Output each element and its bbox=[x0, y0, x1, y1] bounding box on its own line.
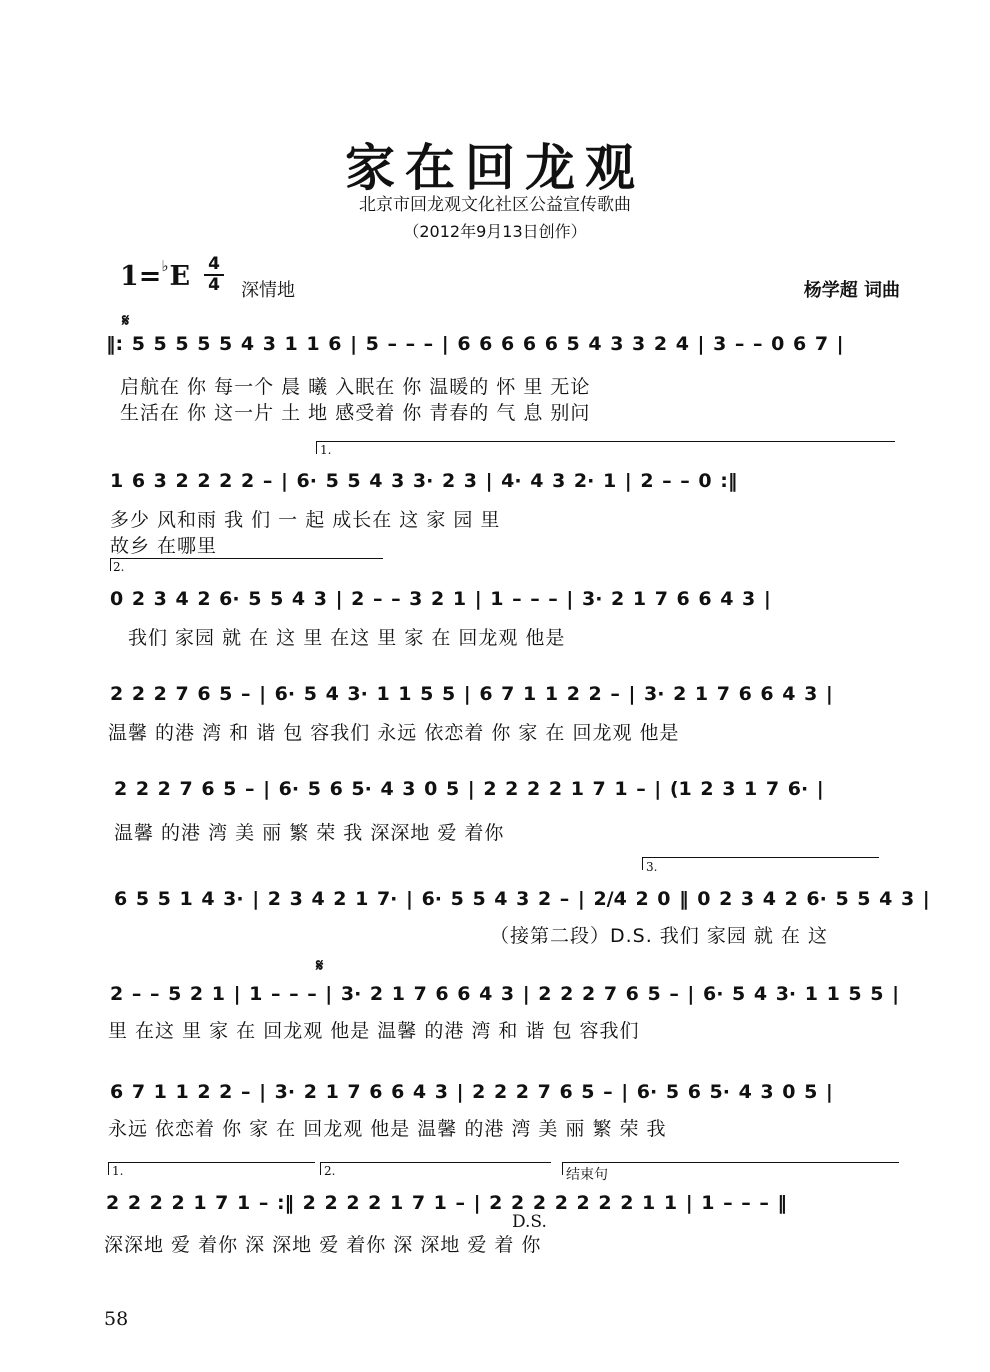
flat-sign: ♭ bbox=[161, 257, 169, 275]
notation-row: 6 7 1 1 2 2 – | 3· 2 1 7 6 6 4 3 | 2 2 2 7 6 5 – | 6· 5 6 5· 4 3 0 5 | bbox=[110, 1081, 833, 1103]
key-letter: E bbox=[169, 261, 191, 292]
ending-label: 结束句 bbox=[566, 1167, 608, 1183]
lyric-line: 里 在这 里 家 在 回龙观 他是 温馨 的港 湾 和 谐 包 容我们 bbox=[108, 1020, 640, 1042]
author-credit: 杨学超 词曲 bbox=[803, 280, 900, 301]
volta-bracket bbox=[316, 441, 895, 454]
coda-bracket bbox=[562, 1162, 899, 1175]
lyric-line: 深深地 爱 着你 深 深地 爱 着你 深 深地 爱 着 你 bbox=[104, 1234, 542, 1256]
song-title: 家在回龙观 bbox=[345, 139, 645, 197]
lyric-line: （接第二段）D.S. 我们 家园 就 在 这 bbox=[490, 925, 828, 947]
volta-bracket bbox=[320, 1162, 551, 1175]
song-subtitle: 北京市回龙观文化社区公益宣传歌曲 bbox=[359, 195, 631, 215]
notation-row: 2 2 2 7 6 5 – | 6· 5 4 3· 1 1 5 5 | 6 7 1 1 2 2 – | 3· 2 1 7 6 6 4 3 | bbox=[110, 683, 833, 705]
lyric-line: 多少 风和雨 我 们 一 起 成长在 这 家 园 里 bbox=[110, 509, 501, 531]
notation-row: 1 6 3 2 2 2 2 – | 6· 5 5 4 3 3· 2 3 | 4· 4 3 2· 1 | 2 – – 0 :‖ bbox=[110, 470, 738, 492]
dal-segno-mark: D.S. bbox=[512, 1212, 547, 1232]
volta-number: 1. bbox=[320, 443, 332, 457]
meter-top: 4 bbox=[208, 254, 220, 274]
time-signature bbox=[204, 255, 224, 295]
lyric-line: 启航在 你 每一个 晨 曦 入眠在 你 温暖的 怀 里 无论 bbox=[120, 376, 591, 398]
composition-date: （2012年9月13日创作） bbox=[403, 222, 587, 241]
notation-row: 2 2 2 7 6 5 – | 6· 5 6 5· 4 3 0 5 | 2 2 2 2 1 7 1 – | (1 2 3 1 7 6· | bbox=[114, 778, 824, 800]
volta-bracket bbox=[110, 558, 383, 571]
lyric-line: 故乡 在哪里 bbox=[110, 535, 218, 557]
meter-bottom: 4 bbox=[204, 274, 224, 295]
volta-bracket bbox=[108, 1162, 315, 1175]
volta-number: 2. bbox=[324, 1164, 336, 1178]
segno-sign: 𝄋 bbox=[316, 956, 324, 976]
lyric-line: 温馨 的港 湾 和 谐 包 容我们 永远 依恋着 你 家 在 回龙观 他是 bbox=[108, 722, 680, 744]
page-number: 58 bbox=[104, 1308, 129, 1330]
notation-row: 2 2 2 2 1 7 1 – :‖ 2 2 2 2 1 7 1 – | 2 2 2 2 2 2 2 1 1 | 1 – – – ‖ bbox=[106, 1192, 787, 1214]
volta-number: 3. bbox=[646, 860, 658, 874]
lyric-line: 温馨 的港 湾 美 丽 繁 荣 我 深深地 爱 着你 bbox=[114, 822, 505, 844]
lyric-line: 永远 依恋着 你 家 在 回龙观 他是 温馨 的港 湾 美 丽 繁 荣 我 bbox=[108, 1118, 667, 1140]
notation-row: 2 – – 5 2 1 | 1 – – – | 3· 2 1 7 6 6 4 3 | 2 2 2 7 6 5 – | 6· 5 4 3· 1 1 5 5 | bbox=[110, 983, 900, 1005]
volta-number: 1. bbox=[112, 1164, 124, 1178]
key-prefix: 1= bbox=[120, 261, 162, 292]
notation-row: 0 2 3 4 2 6· 5 5 4 3 | 2 – – 3 2 1 | 1 – – – | 3· 2 1 7 6 6 4 3 | bbox=[110, 588, 771, 610]
volta-bracket bbox=[642, 857, 879, 870]
volta-number: 2. bbox=[113, 560, 125, 574]
key-signature bbox=[120, 257, 190, 292]
lyric-line: 我们 家园 就 在 这 里 在这 里 家 在 回龙观 他是 bbox=[128, 627, 566, 649]
segno-sign: 𝄋 bbox=[122, 311, 130, 331]
tempo-marking: 深情地 bbox=[241, 280, 295, 301]
lyric-line: 生活在 你 这一片 土 地 感受着 你 青春的 气 息 别问 bbox=[120, 402, 591, 424]
notation-row: 6 5 5 1 4 3· | 2 3 4 2 1 7· | 6· 5 5 4 3 2 – | 2/4 2 0 ‖ 0 2 3 4 2 6· 5 5 4 3 | bbox=[114, 888, 930, 910]
notation-row: ‖: 5 5 5 5 5 4 3 1 1 6 | 5 – – – | 6 6 6 6 6 5 4 3 3 2 4 | 3 – – 0 6 7 | bbox=[106, 333, 844, 355]
